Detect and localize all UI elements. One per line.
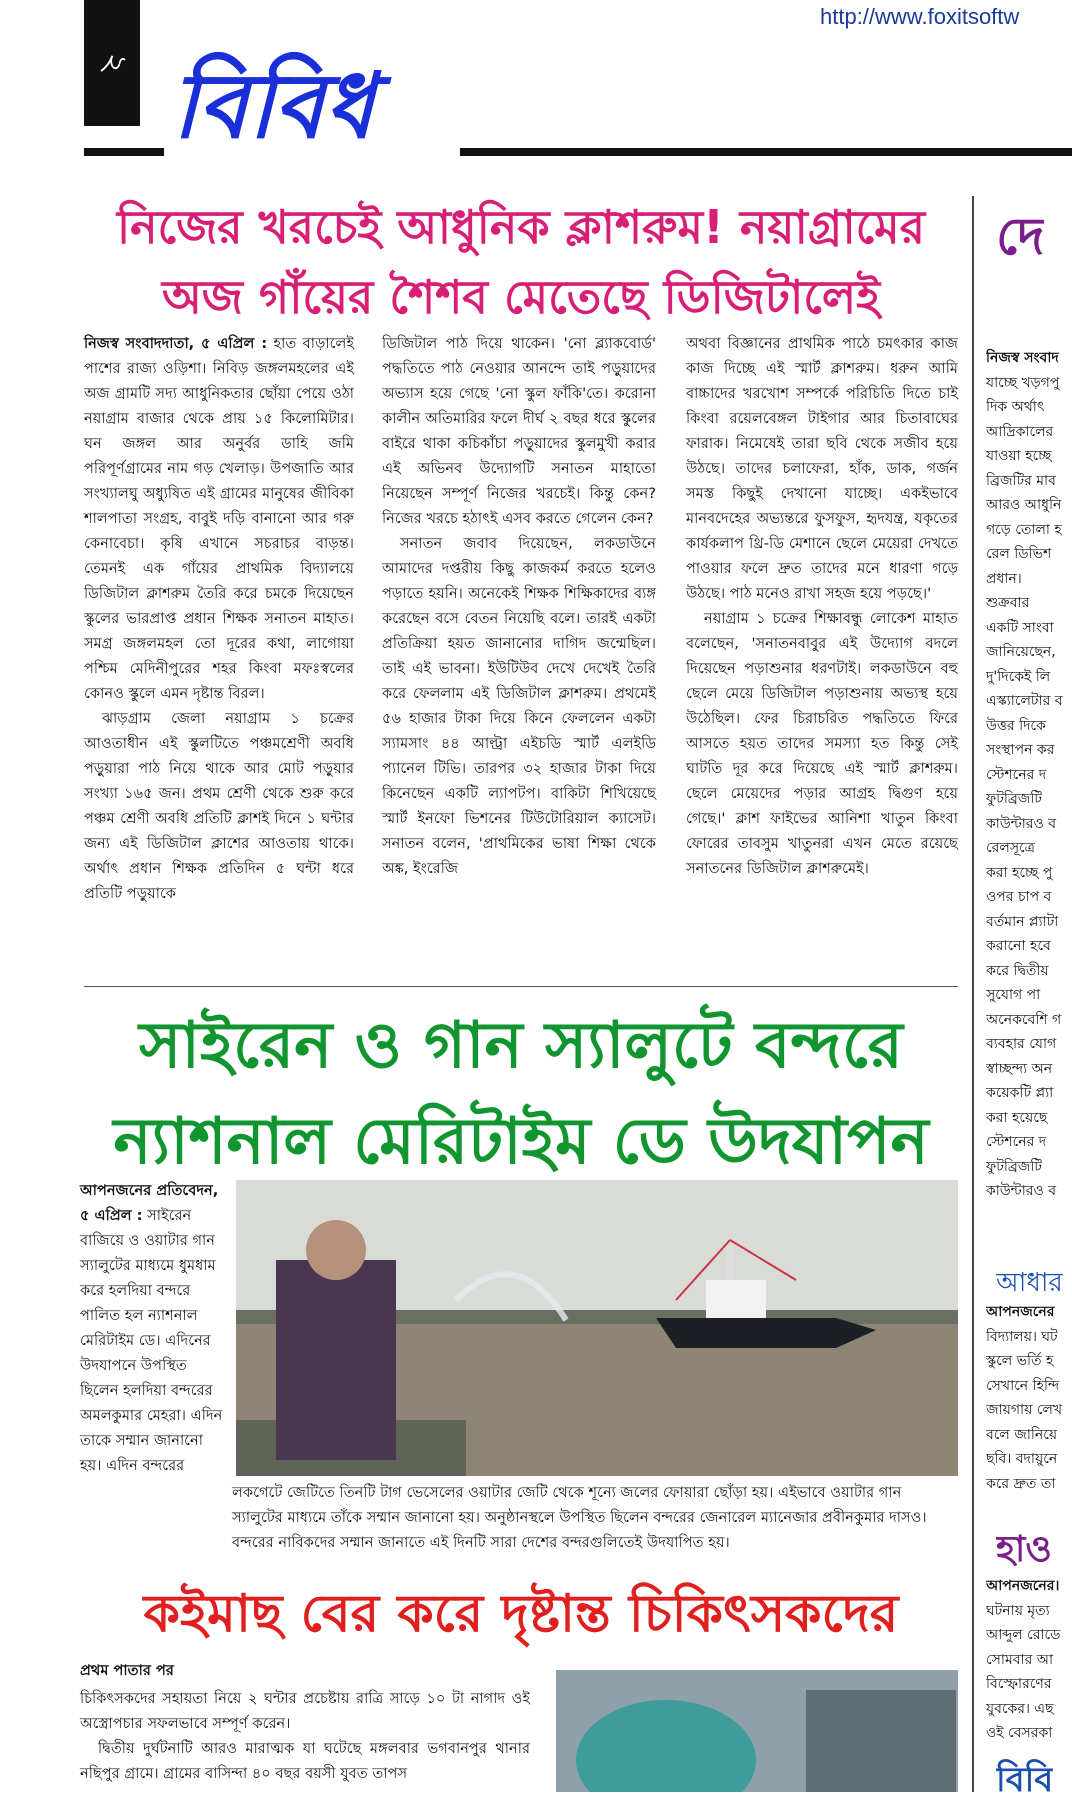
sidebar-headline-2: আধার: [996, 1268, 1063, 1298]
article-separator: [84, 986, 958, 987]
sidebar-line: ছবি। বদায়ুনে: [986, 1451, 1058, 1467]
sidebar-line: জায়গায় লেখ: [986, 1402, 1063, 1418]
continued-label: প্রথম পাতার পর: [80, 1662, 174, 1679]
sidebar-line: রেলসূত্রে: [986, 840, 1035, 856]
sidebar-line: ঘটনায় মৃত্য: [986, 1602, 1050, 1619]
sidebar-line: ওই বেসরকা: [986, 1725, 1053, 1741]
news-photo-doctors: [556, 1670, 958, 1792]
sidebar-line: স্কুলে ভর্তি হ: [986, 1353, 1054, 1369]
sidebar-line: করানো হবে: [986, 938, 1051, 954]
news-photo-tugboat: [236, 1180, 958, 1476]
sidebar-headline-3: হাও: [996, 1529, 1052, 1570]
sidebar-line: সেখানে হিন্দি: [986, 1377, 1060, 1394]
column-divider: [972, 196, 974, 1792]
sidebar-line: উত্তর দিকে: [986, 717, 1046, 734]
sidebar-line: করে দ্বিতীয়: [986, 962, 1049, 979]
sidebar-line: স্বাচ্ছন্দ্য অন: [986, 1060, 1053, 1077]
sidebar-line: ওপর চাপ ব: [986, 889, 1052, 905]
sidebar-line: বর্তমান প্ল্যাটা: [986, 913, 1059, 930]
sidebar-line: দু'দিকেই লি: [986, 668, 1051, 685]
article3-para: দ্বিতীয় দুর্ঘটনাটি আরও মারাত্মক যা ঘটেছে মঙ্গলবার ভগবানপুর থানার নছিপুর গ্রামে। গ্রামের বাসিন্দা ৪০ বছর বয়সী যুবত তাপস: [80, 1740, 530, 1782]
sidebar-line: বলে জানিয়ে: [986, 1426, 1058, 1443]
sidebar-line: নিজস্ব সংবাদ: [986, 350, 1059, 366]
article2-body: সাইরেন বাজিয়ে ও ওয়াটার গান স্যালুটের মাধ্যমে ধুমধাম করে হলদিয়া বন্দরে পালিত হল ন্যাশনাল মেরিটাইম ডে। এদিনের উদযাপনে উপস্থিত ছিলেন হলদিয়া বন্দরের অমলকুমার মেহরা। এদিন তাকে সম্মান জানানো হয়। এদিন বন্দরের: [80, 1207, 223, 1474]
sidebar-line: আপনজনের: [986, 1304, 1055, 1320]
article1-dateline: নিজস্ব সংবাদদাতা, ৫ এপ্রিল :: [84, 335, 268, 352]
article1-col3-para: অথবা বিজ্ঞানের প্রাথমিক পাঠে চমৎকার কাজ কাজ দিচ্ছে এই স্মার্ট ক্লাশরুম। ধরুন আমি বাচ্চাদের খরখোশ সম্পর্কে পরিচিতি দিতে চাই কিংবা রয়েলবেঙ্গল টাইগার আর চিতাবাঘের ফারাক। নিমেষেই তারা ছবি থেকে সজীব হয়ে উঠছে। তাদের চলাফেরা, হাঁক, ডাক, গর্জন সমস্ত কিছুই দেখানো যাচ্ছে। একইভাবে মানবদেহের অভ্যন্তরে ফুসফুস, হৃদযন্ত্র, যকৃতের কার্যকলাপ থ্রি-ডি মেশানে ছেলে মেয়েরা দেখতে পাওয়ার ফলে দ্রুত তাদের মনে ধারণা গড়ে উঠছে। পাঠ মনেও রাখা সহজ হয়ে পড়ছে।': [686, 335, 958, 602]
sidebar-line: একটি সাংবা: [986, 619, 1054, 636]
sidebar-line: এস্ক্যালেটার ব: [986, 693, 1063, 709]
article1-headline-line2: অজ গাঁয়ের শৈশব মেতেছে ডিজিটালেই: [161, 270, 881, 324]
sidebar-line: আব্দুল রোডে: [986, 1627, 1061, 1643]
article2-dateline: আপনজনের প্রতিবেদন, ৫ এপ্রিল :: [80, 1182, 219, 1224]
article1-headline-line1: নিজের খরচেই আধুনিক ক্লাশরুম! নয়াগ্রামের: [117, 200, 925, 254]
sidebar-line: সুযোগ পা: [986, 987, 1041, 1003]
sidebar-line: কাউন্টারও ব: [986, 815, 1057, 832]
sidebar-line: প্রধান।: [986, 570, 1022, 587]
sidebar-line: যুবকের। এছ: [986, 1700, 1054, 1717]
page-number: ২: [94, 51, 135, 75]
header-rule-left: [84, 148, 164, 156]
sidebar-line: সংস্থাপন কর: [986, 742, 1055, 758]
article1-col1-text: হাত বাড়ালেই পাশের রাজ্য ওড়িশা। নিবিড় জঙ্গলমহলের এই অজ গ্রামটি সদ্য আধুনিকতার ছোঁয়া পেয়ে ওঠা নয়াগ্রাম বাজার থেকে প্রায় ১৫ কিলোমিটার। ঘন জঙ্গল আর অনুর্বর ডাহি জমি পরিপূর্ণগ্রামের নাম গড় খেলাড়। উপজাতি আর সংখ্যালঘু অধ্যুষিত এই গ্রামের মানুষের জীবিকা শালপাতা সংগ্রহ, বাবুই দড়ি বানানো আর গরু কেনাবেচা। কৃষি এখানে সচরাচর বাড়ন্ত। তেমনই এক গাঁয়ের প্রাথমিক বিদ্যালয়ে ডিজিটাল ক্লাশরুম তৈরি করে চমকে দিয়েছেন স্কুলের ভারপ্রাপ্ত প্রধান শিক্ষক সনাতন মাহাত। সমগ্র জঙ্গলমহল তো দূরের কথা, লাগোয়া পশ্চিম মেদিনীপুরের শহর কিংবা মফঃস্বলের কোনও স্কুলে এমন দৃষ্টান্ত বিরল।: [84, 335, 355, 702]
sidebar-line: করে দ্রুত তা: [986, 1475, 1056, 1492]
sidebar-line: করা হচ্ছে পু: [986, 864, 1053, 881]
sidebar-column-3: [986, 1574, 1072, 1746]
sidebar-line: শুক্রবার: [986, 595, 1030, 611]
sidebar-line: সোমবার আ: [986, 1651, 1054, 1668]
sidebar-line: জানিয়েছেন,: [986, 644, 1056, 660]
article2-headline: [84, 998, 958, 1190]
photo-illustration-2: [556, 1670, 958, 1792]
article3-headline: কইমাছ বের করে দৃষ্টান্ত চিকিৎসকদের: [143, 1584, 899, 1644]
article1-col2-para: ডিজিটাল পাঠ দিয়ে থাকেন। 'নো ব্ল্যাকবোর্ড' পদ্ধতিতে পাঠ নেওয়ার আনন্দে তাই পড়ুয়াদের অভ্যাস হয়ে গেছে 'নো স্কুল ফাঁকি'তে। করোনা কালীন অতিমারির ফলে দীর্ঘ ২ বছর ধরে স্কুলের বাইরে থাকা কচিকাঁচা পড়ুয়াদের স্কুলমুখী করার এই অভিনব উদ্যোগটি সনাতন মাহাতো নিয়েছেন সম্পূর্ণ নিজের খরচেই। কিন্তু কেন? নিজের খরচে হঠাৎই এসব করতে গেলেন কেন?: [382, 335, 656, 527]
sidebar-line: ব্রিজটির মাব: [986, 472, 1056, 489]
sidebar-line: যাওয়া হচ্ছে: [986, 448, 1052, 464]
sidebar-line: বিস্ফোরণের: [986, 1676, 1052, 1692]
sidebar-column-2: [986, 1300, 1072, 1496]
sidebar-line: দিক অর্থাৎ: [986, 399, 1045, 415]
article3-para: চিকিৎসকদের সহায়তা নিয়ে ২ ঘন্টার প্রচেষ্টায় রাত্রি সাড়ে ১০ টা নাগাদ ওই অস্ত্রোপচার সফলভাবে সম্পূর্ণ করেন।: [80, 1690, 530, 1732]
sidebar-line: কয়েকটি প্ল্যা: [986, 1085, 1054, 1101]
sidebar-line: যাচ্ছে খড়গপু: [986, 374, 1060, 391]
sidebar-line: করা হয়েছে: [986, 1109, 1048, 1126]
header-rule-right: [460, 148, 1072, 156]
sidebar-line: ব্যবহার যোগ: [986, 1036, 1057, 1052]
sidebar-line: গড়ে তোলা হ: [986, 521, 1062, 538]
section-title: বিবিধ: [172, 54, 375, 159]
sidebar-lines-3: [986, 1574, 1072, 1746]
sidebar-column-1: [986, 346, 1072, 1204]
browser-url-text[interactable]: http://www.foxitsoftw: [820, 4, 1020, 29]
photo-illustration: [236, 1180, 958, 1476]
article2-headline-line1: সাইরেন ও গান স্যালুটে বন্দরে: [139, 1009, 903, 1083]
sidebar-lines-2: [986, 1300, 1072, 1496]
article2-para: [80, 1178, 228, 1478]
sidebar-line: বিদ্যালয়। ঘট: [986, 1328, 1058, 1345]
photo-caption: লকগেটে জেটিতে তিনটি টাগ ভেসেলের ওয়াটার জেটি থেকে শূন্যে জলের ফোয়ারা ছোঁড়া হয়। এইভাবে ওয়াটার গান স্যালুটের মাধ্যমে তাঁকে সম্মান জানানো হয়। অনুষ্ঠানস্থলে উপস্থিত ছিলেন বন্দরের জেনারেল ম্যানেজার প্রবীনকুমার দাসও। বন্দরের নাবিকদের সম্মান জানাতে এই দিনটি সারা দেশের বন্দরগুলিতেই উদযাপিত হয়।: [232, 1484, 927, 1551]
page-number-box: [84, 0, 140, 126]
sidebar-line: আদ্রিকালের: [986, 423, 1054, 440]
article1-col3-para: নয়াগ্রাম ১ চক্রের শিক্ষাবন্ধু লোকেশ মাহাত বলেছেন, 'সনাতনবাবুর এই উদ্যোগ বদলে দিয়েছেন পড়াশুনার ধরণটাই। লকডাউনে বহু ছেলে মেয়ে ডিজিটাল পড়াশুনায় অভ্যস্থ হয়ে উঠেছিল। ফের চিরাচরিত পদ্ধতিতে ফিরে আসতে হয়ত তাদের সমস্যা হত কিন্তু সেই ঘাটতি দূর করে দিয়েছে এই স্মার্ট ক্লাশরুম। ছেলে মেয়েদের পড়ার আগ্রহ দ্বিগুণ হয়ে গেছে।' ক্লাশ ফাইভের আনিশা খাতুন কিংবা ফোরের তাবসুম খাতুনরা এখন মেতে রয়েছে সনাতনের ডিজিটাল ক্লাশরুমেই।: [686, 610, 958, 877]
sidebar-headline-1: দে: [996, 207, 1045, 267]
article1-column-1: [84, 331, 354, 906]
sidebar-line: স্টেশনের দ: [986, 1134, 1047, 1150]
article1-col1-para: [84, 331, 354, 706]
sidebar-line: রেল ডিভিশ: [986, 546, 1052, 562]
article1-col2-para: সনাতন জবাব দিয়েছেন, লকডাউনে আমাদের দপ্তরীয় কিছু কাজকর্ম করতে হলেও পড়াতে হয়নি। অনেকেই শিক্ষক শিক্ষিকাদের ব্যঙ্গ করেছেন বসে বেতন নিয়েছি বলে। তারই একটা প্রতিক্রিয়া হয়ত জানানোর দাগিদ জন্মেছিল। তাই এই ভাবনা। ইউটিউব দেখে দেখেই তৈরি করে ফেললাম এই ডিজিটাল ক্লাশরুম। প্রথমেই ৫৬ হাজার টাকা দিয়ে কিনে ফেললেন একটা স্যামসাং ৪৪ আল্ট্রা এইচডি স্মার্ট এলইডি প্যানেল টিভি। তারপর ৩২ হাজার টাকা দিয়ে কিনেছেন একটি ল্যাপটপ। বাকিটা শিখিয়েছে স্মার্ট ইনফো ভিশনের টিউটোরিয়াল ক্যাসেট। সনাতন বলেন, 'প্রাথমিকের ভাষা শিক্ষা থেকে অঙ্ক, ইংরেজি: [382, 535, 656, 877]
sidebar-headline-4: বিবি: [996, 1760, 1054, 1800]
sidebar-line: ফুটব্রিজটি: [986, 1158, 1042, 1175]
sidebar-line: ফুটব্রিজটি: [986, 791, 1042, 807]
sidebar-line: আপনজনের।: [986, 1578, 1060, 1594]
article2-column: [80, 1178, 228, 1478]
article1-col1-para: ঝাড়গ্রাম জেলা নয়াগ্রাম ১ চক্রের আওতাধীন এই স্কুলটিতে পঞ্চমশ্রেণী অবধি পড়ুয়ারা পাঠ নিয়ে থাকে আর মোট পড়ুয়ার সংখ্যা ১৬৫ জন। প্রথম শ্রেণী থেকে শুরু করে পঞ্চম শ্রেণী অবধি প্রতিটি ক্লাশই দিনে ১ ঘন্টার জন্য এই ডিজিটাল ক্লাশের আওতায় থাকে। অর্থাৎ প্রধান শিক্ষক প্রতিদিন ৫ ঘন্টা ধরে প্রতিটি পড়ুয়াকে: [84, 710, 354, 902]
sidebar-line: স্টেশনের দ: [986, 766, 1047, 783]
sidebar-line: অনেকবেশি গ: [986, 1011, 1062, 1028]
article2-headline-line2: ন্যাশনাল মেরিটাইম ডে উদযাপন: [113, 1105, 929, 1179]
article1-column-2: [382, 331, 656, 881]
sidebar-lines-1: [986, 346, 1072, 1204]
sidebar-line: আরও আধুনি: [986, 497, 1062, 513]
article3-column: [80, 1686, 530, 1786]
article1-column-3: [686, 331, 958, 881]
article1-headline: [84, 192, 958, 332]
sidebar-line: কাউন্টারও ব: [986, 1183, 1057, 1199]
